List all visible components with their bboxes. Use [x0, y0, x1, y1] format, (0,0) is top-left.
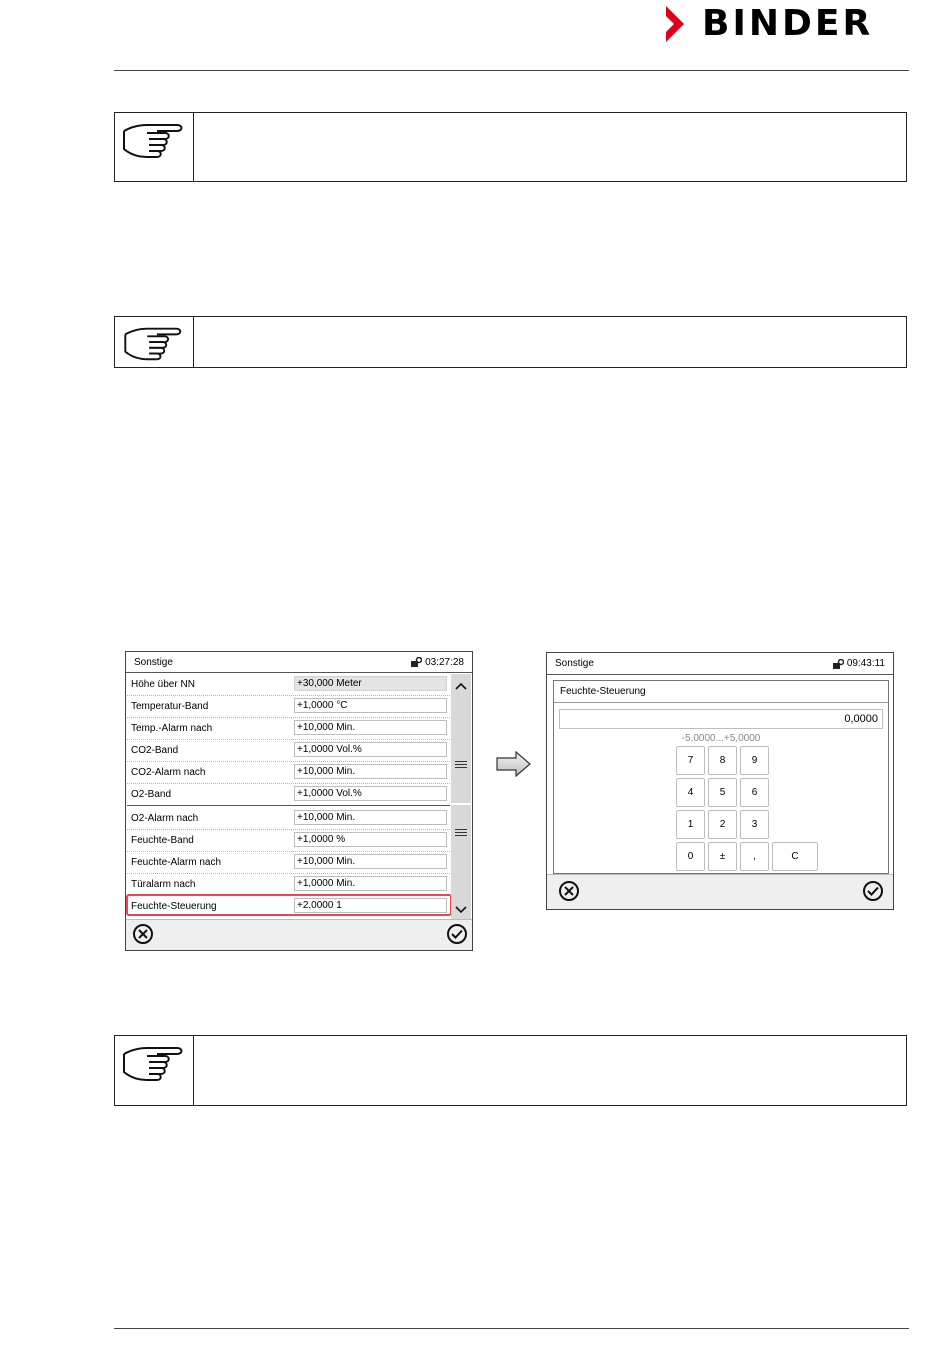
- binder-logo-mark-icon: [664, 4, 698, 44]
- row-label: Temperatur-Band: [131, 701, 209, 712]
- settings-row[interactable]: [127, 762, 450, 784]
- row-value-field[interactable]: +10,000 Min.: [294, 810, 447, 825]
- note-box-2: [114, 316, 907, 368]
- scroll-handle-icon[interactable]: [455, 759, 467, 770]
- row-value-field[interactable]: +1,0000 Vol.%: [294, 786, 447, 801]
- row-label: O2-Alarm nach: [131, 813, 199, 824]
- row-label: Türalarm nach: [131, 879, 196, 890]
- lock-key-icon: [832, 659, 844, 669]
- bottom-action-bar: [547, 874, 893, 909]
- settings-row[interactable]: [127, 874, 450, 896]
- dialog-title: Feuchte-Steuerung: [554, 681, 888, 703]
- settings-row[interactable]: [127, 852, 450, 874]
- selection-highlight: [126, 894, 452, 916]
- settings-row[interactable]: [127, 674, 450, 696]
- key-8[interactable]: 8: [708, 746, 737, 775]
- key-plus-minus[interactable]: ±: [708, 842, 737, 871]
- entry-dialog: [553, 680, 889, 874]
- key-4[interactable]: 4: [676, 778, 705, 807]
- row-label: Feuchte-Alarm nach: [131, 857, 222, 868]
- row-value-field[interactable]: +30,000 Meter: [294, 676, 447, 691]
- row-value-field[interactable]: +1,0000 °C: [294, 698, 447, 713]
- settings-row[interactable]: [127, 696, 450, 718]
- key-0[interactable]: 0: [676, 842, 705, 871]
- lock-key-icon: [410, 657, 422, 667]
- binder-logo-text: BINDER: [702, 3, 874, 44]
- pointing-hand-icon: [115, 113, 194, 181]
- settings-screen-left: [125, 651, 473, 951]
- key-2[interactable]: 2: [708, 810, 737, 839]
- row-label: CO2-Alarm nach: [131, 767, 206, 778]
- key-1[interactable]: 1: [676, 810, 705, 839]
- clock-time: 09:43:11: [846, 658, 885, 669]
- chevron-up-icon[interactable]: [451, 674, 471, 697]
- footer-rule: [114, 1328, 909, 1329]
- key-5[interactable]: 5: [708, 778, 737, 807]
- key-9[interactable]: 9: [740, 746, 769, 775]
- binder-logo: [664, 4, 912, 44]
- row-value-field[interactable]: +10,000 Min.: [294, 720, 447, 735]
- settings-row[interactable]: [127, 784, 450, 806]
- row-label: O2-Band: [131, 789, 172, 800]
- settings-row[interactable]: [127, 830, 450, 852]
- row-label: Temp.-Alarm nach: [131, 723, 213, 734]
- check-icon[interactable]: [863, 881, 883, 901]
- row-label: Feuchte-Steuerung: [131, 901, 217, 912]
- note-box-1: [114, 112, 907, 182]
- row-value-field[interactable]: +1,0000 Vol.%: [294, 742, 447, 757]
- row-value-field[interactable]: +10,000 Min.: [294, 854, 447, 869]
- right-arrow-icon: [496, 751, 532, 777]
- screen-title: Sonstige: [555, 658, 594, 669]
- check-icon[interactable]: [447, 924, 467, 944]
- cancel-x-icon[interactable]: [133, 924, 153, 944]
- scroll-divider: [451, 803, 471, 805]
- pointing-hand-icon: [115, 1036, 194, 1105]
- key-clear[interactable]: C: [772, 842, 818, 871]
- clock: [832, 658, 885, 669]
- scroll-handle-icon[interactable]: [455, 827, 467, 838]
- value-range-hint: -5,0000...+5,0000: [681, 733, 761, 744]
- key-3[interactable]: 3: [740, 810, 769, 839]
- clock-time: 03:27:28: [425, 656, 464, 668]
- scrollbar[interactable]: [451, 674, 471, 920]
- cancel-x-icon[interactable]: [559, 881, 579, 901]
- settings-row[interactable]: [127, 718, 450, 740]
- bottom-action-bar: [126, 919, 472, 950]
- screen-title-bar: [126, 652, 472, 673]
- clock: [410, 657, 464, 668]
- key-comma[interactable]: ,: [740, 842, 769, 871]
- note-box-3: [114, 1035, 907, 1106]
- row-value-field[interactable]: +1,0000 Min.: [294, 876, 447, 891]
- row-value-field[interactable]: +10,000 Min.: [294, 764, 447, 779]
- row-label: CO2-Band: [131, 745, 179, 756]
- header-rule: [114, 70, 909, 71]
- key-7[interactable]: 7: [676, 746, 705, 775]
- row-label: Höhe über NN: [131, 679, 195, 690]
- row-value-field[interactable]: +2,0000 1: [294, 898, 447, 913]
- keypad-screen-right: [546, 652, 894, 910]
- row-label: Feuchte-Band: [131, 835, 194, 846]
- screen-title-bar: [547, 653, 893, 675]
- settings-row[interactable]: [127, 808, 450, 830]
- chevron-down-icon[interactable]: [451, 900, 471, 920]
- settings-row[interactable]: [127, 740, 450, 762]
- row-value-field[interactable]: +1,0000 %: [294, 832, 447, 847]
- screen-title: Sonstige: [134, 656, 173, 668]
- key-6[interactable]: 6: [740, 778, 769, 807]
- pointing-hand-icon: [115, 317, 194, 367]
- value-input[interactable]: 0,0000: [559, 709, 883, 729]
